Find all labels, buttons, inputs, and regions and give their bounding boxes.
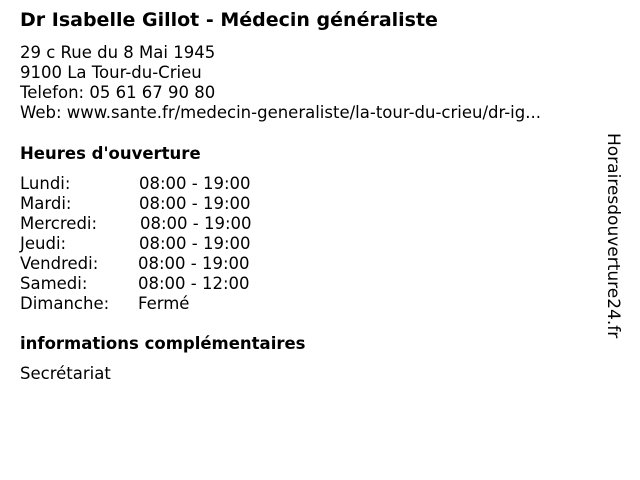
hours-row-friday: [20, 254, 320, 274]
hours-value: 08:00 - 12:00: [138, 274, 250, 293]
hours-row-sunday: [20, 294, 320, 314]
hours-row-saturday: [20, 274, 320, 294]
address-line-2: 9100 La Tour-du-Crieu: [20, 63, 202, 82]
hours-value: 08:00 - 19:00: [140, 214, 252, 233]
hours-value: 08:00 - 19:00: [139, 194, 251, 213]
day-label: Dimanche:: [20, 294, 110, 313]
day-label: Lundi:: [20, 174, 71, 193]
day-label: Samedi:: [20, 274, 88, 293]
address-line-1: 29 c Rue du 8 Mai 1945: [20, 43, 216, 62]
additional-info-heading: informations complémentaires: [20, 334, 306, 353]
hours-row-tuesday: [20, 194, 320, 214]
day-label: Jeudi:: [20, 234, 67, 253]
hours-row-monday: [20, 174, 320, 194]
listing-title: Dr Isabelle Gillot - Médecin généraliste: [20, 9, 438, 31]
hours-value: 08:00 - 19:00: [139, 234, 251, 253]
web-line: Web: www.sante.fr/medecin-generaliste/la-tour-du-crieu/dr-ig...: [20, 103, 541, 122]
hours-row-wednesday: [20, 214, 320, 234]
hours-value: Fermé: [138, 294, 190, 313]
day-label: Mardi:: [20, 194, 72, 213]
additional-info-text: Secrétariat: [20, 364, 111, 383]
opening-hours-heading: Heures d'ouverture: [20, 144, 201, 163]
phone-line: Telefon: 05 61 67 90 80: [20, 83, 216, 102]
day-label: Vendredi:: [20, 254, 99, 273]
site-watermark: Horairesdouverture24.fr: [603, 133, 623, 339]
hours-row-thursday: [20, 234, 320, 254]
day-label: Mercredi:: [20, 214, 98, 233]
hours-value: 08:00 - 19:00: [138, 254, 250, 273]
hours-value: 08:00 - 19:00: [139, 174, 251, 193]
